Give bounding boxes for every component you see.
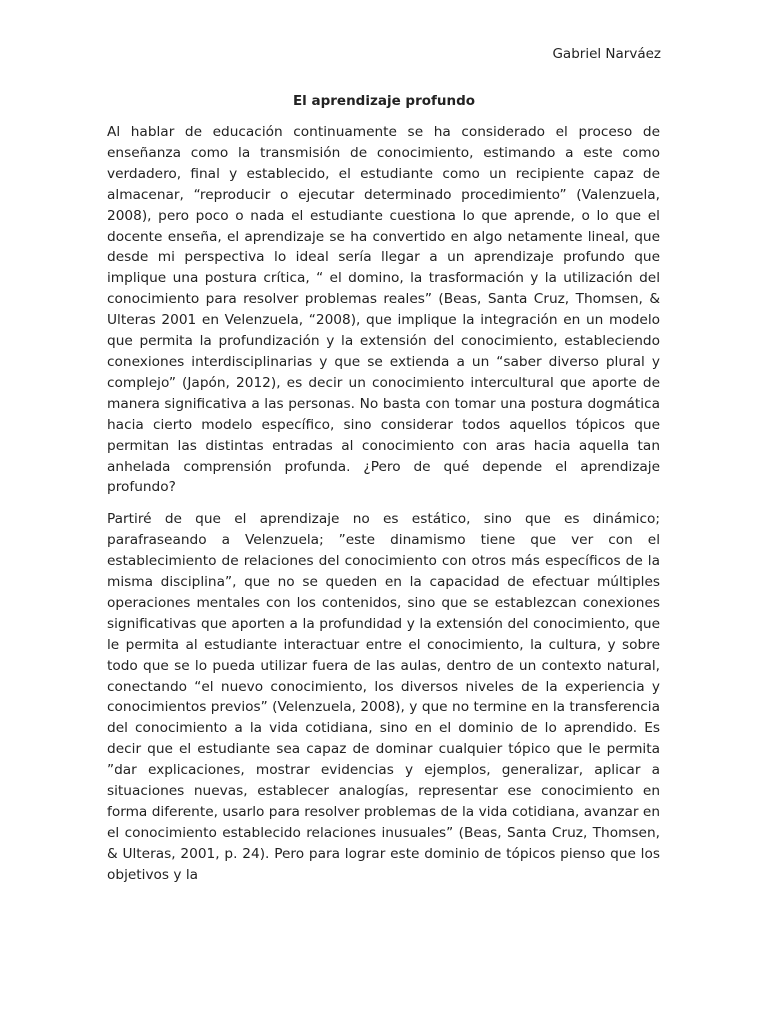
document-title: El aprendizaje profundo (292, 93, 476, 109)
paragraph-1: Al hablar de educación continuamente se ha considerado el proceso de enseñanza como la transmisión de conocimiento, estimando a este como verdadero, final y establecido, el estudiante como un recipiente capaz de almacenar, “reproducir o ejecutar determinado procedimiento” (Valenzuela, 2008), pero poco o nada el estudiante cuestiona lo que aprende, o lo que el docente enseña, el aprendizaje se ha convertido en algo netamente lineal, que desde mi perspectiva lo ideal sería llegar a un aprendizaje profundo que implique una postura crítica, “ el domino, la trasformación y la utilización del conocimiento para resolver problemas reales” (Beas, Santa Cruz, Thomsen, & Ulteras 2001 en Velenzuela, “2008), que implique la integración en un modelo que permita la profundización y la extensión del conocimiento, estableciendo conexiones interdisciplinarias y que se extienda a un “saber diverso plural y complejo” (Japón, 2012), es decir un conocimiento intercultural que aporte de manera significativa a las personas. No basta con tomar una postura dogmática hacia cierto modelo específico, sino considerar todos aquellos tópicos que permitan las distintas entradas al conocimiento con aras hacia aquella tan anhelada comprensión profunda. ¿Pero de qué depende el aprendizaje profundo? (107, 124, 660, 496)
paragraph-2: Partiré de que el aprendizaje no es estático, sino que es dinámico; parafraseando a Velenzuela; ”este dinamismo tiene que ver con el establecimiento de relaciones del conocimiento con otros más específicos de la misma disciplina”, que no se queden en la capacidad de efectuar múltiples operaciones mentales con los contenidos, sino que se establezcan conexiones significativas que aporten a la profundidad y la extensión del conocimiento, que le permita al estudiante interactuar entre el conocimiento, la cultura, y sobre todo que se lo pueda utilizar fuera de las aulas, dentro de un contexto natural, conectando “el nuevo conocimiento, los diversos niveles de la experiencia y conocimientos previos” (Velenzuela, 2008), y que no termine en la transferencia del conocimiento a la vida cotidiana, sino en el dominio de lo aprendido. Es decir que el estudiante sea capaz de dominar cualquier tópico que le permita ”dar explicaciones, mostrar evidencias y ejemplos, generalizar, aplicar a situaciones nuevas, establecer analogías, representar ese conocimiento en forma diferente, usarlo para resolver problemas de la vida cotidiana, avanzar en el conocimiento establecido relaciones inusuales” (Beas, Santa Cruz, Thomsen, & Ulteras, 2001, p. 24). Pero para lograr este dominio de tópicos pienso que los objetivos y la (107, 511, 660, 883)
document-body (107, 122, 660, 886)
author-name: Gabriel Narváez (552, 46, 661, 62)
